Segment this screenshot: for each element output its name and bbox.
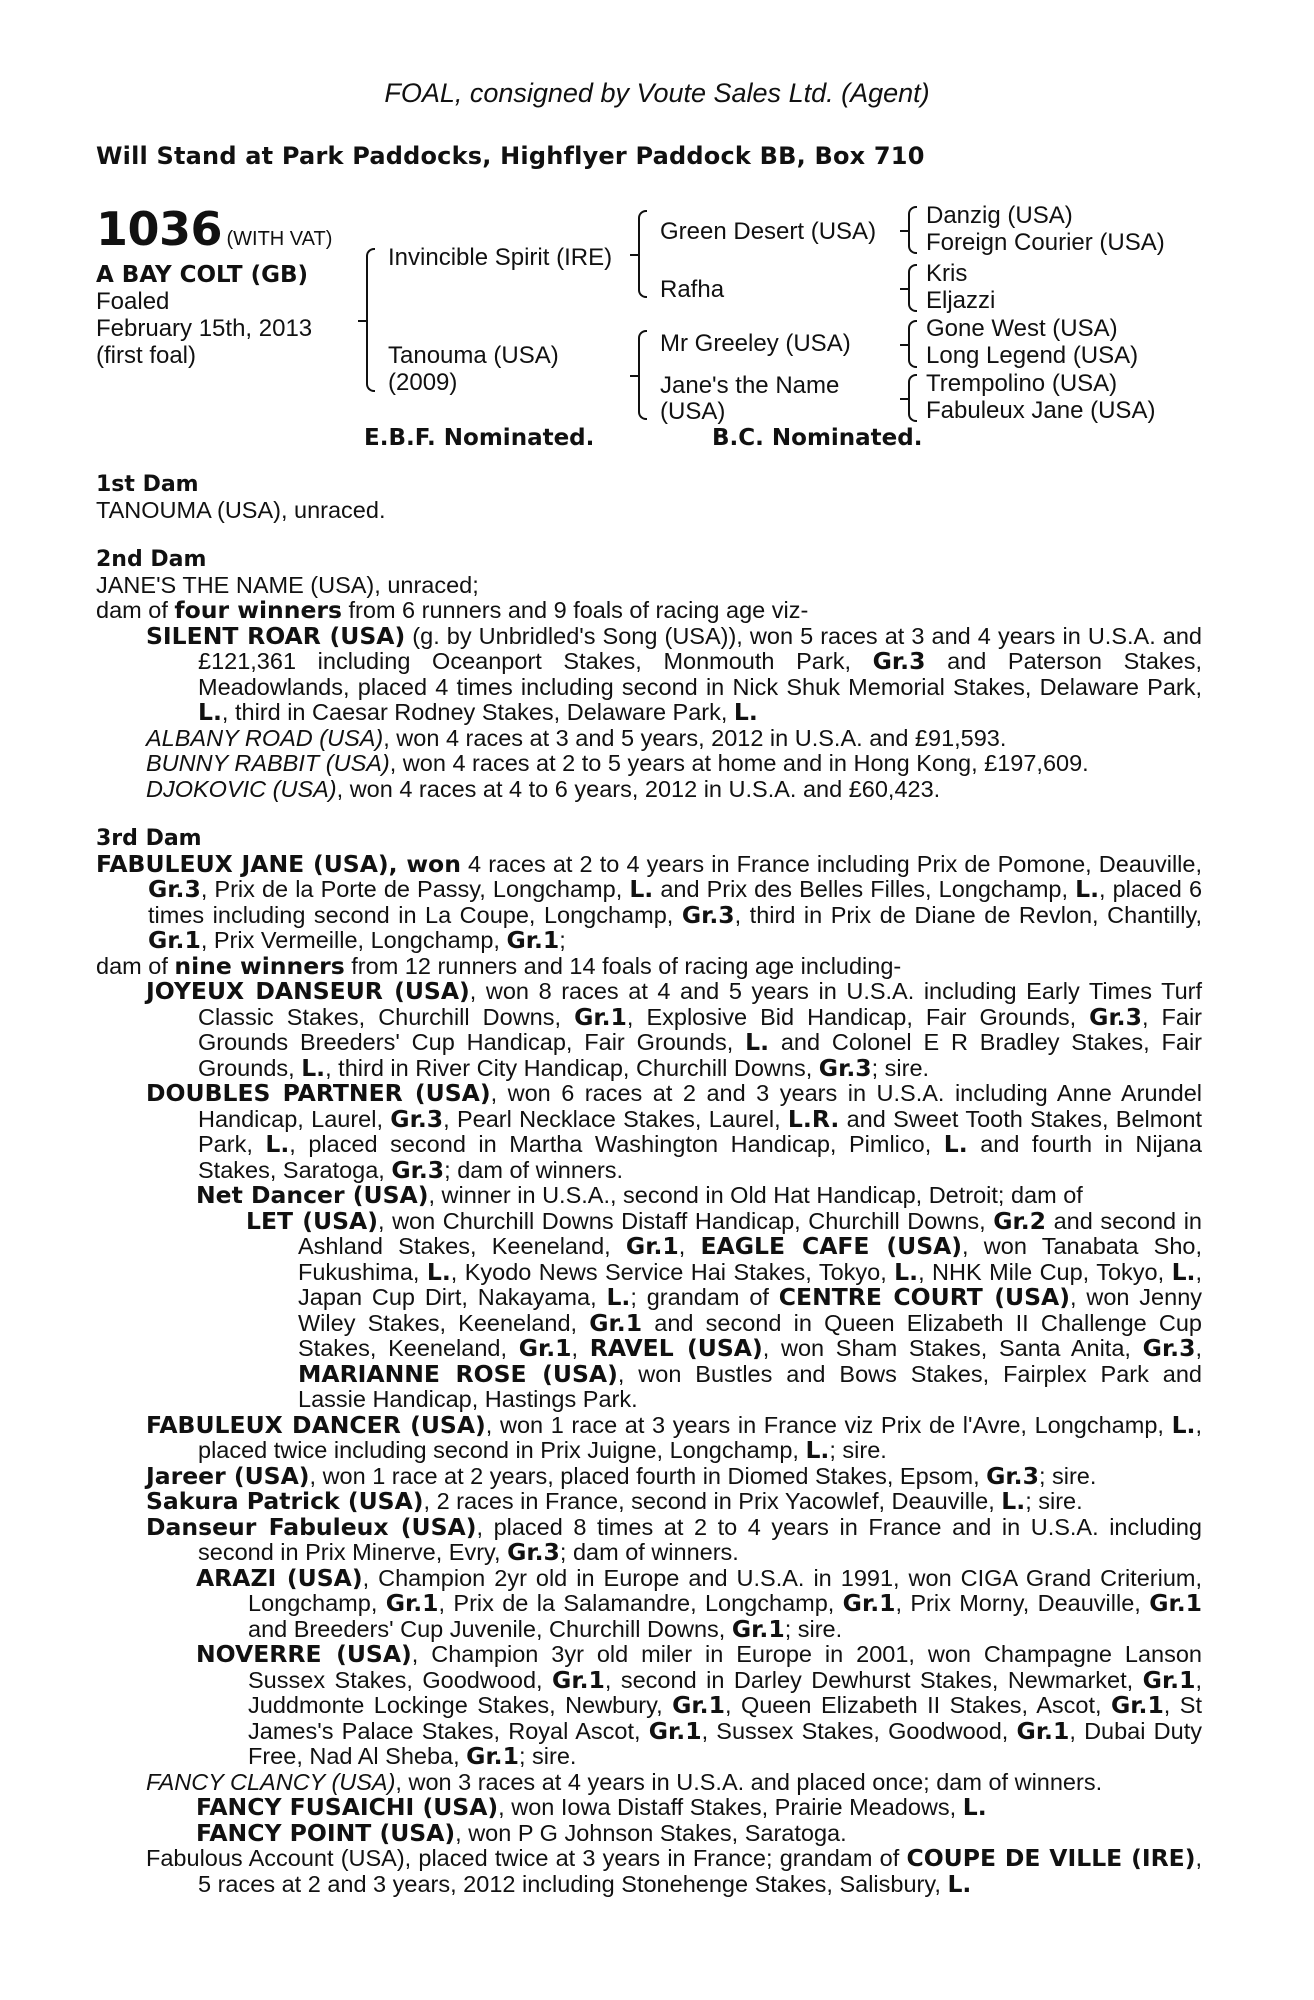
pedigree-ddd: Fabuleux Jane (USA): [926, 397, 1156, 424]
lot-title: A BAY COLT (GB): [96, 262, 309, 288]
pedigree-dam-year: (2009): [388, 369, 458, 396]
produce-record: [96, 472, 1202, 1897]
produce-albany-road: ALBANY ROAD (USA), won 4 races at 3 and 5 years, 2012 in U.S.A. and £91,593.: [146, 724, 1007, 751]
vat-label: (WITH VAT): [226, 228, 333, 250]
produce-fancy-fusaichi: FANCY FUSAICHI (USA), won Iowa Distaff Stakes, Prairie Meadows, L.: [196, 1793, 987, 1821]
pedigree-dsd: Long Legend (USA): [926, 342, 1139, 369]
dam2-heading: 2nd Dam: [96, 547, 207, 572]
pedigree-dds: Trempolino (USA): [926, 370, 1118, 397]
dam1-text: TANOUMA (USA), unraced.: [96, 496, 386, 523]
ebf-nominated: E.B.F. Nominated.: [364, 425, 595, 451]
produce-doubles-partner: DOUBLES PARTNER (USA), won 6 races at 2 and 3 years in U.S.A. including Anne Arundel Handicap, Laurel, Gr.3, Pearl Necklace Stakes, Laurel, L.R. and Sweet Tooth Stakes, Belmont Park, L., placed second in Martha Washington Handicap, Pimlico, L. and fourth in Nijana Stakes, Saratoga, Gr.3; dam of winners.: [146, 1079, 1203, 1184]
pedigree-brace-dam: [638, 330, 647, 420]
produce-djokovic: DJOKOVIC (USA), won 4 races at 4 to 6 years, 2012 in U.S.A. and £60,423.: [146, 775, 941, 802]
produce-danseur-fabuleux: Danseur Fabuleux (USA), placed 8 times at 2 to 4 years in France and in U.S.A. including second in Prix Minerve, Evry, Gr.3; dam of winners.: [146, 1512, 1202, 1566]
pedigree-sss: Danzig (USA): [926, 202, 1073, 229]
produce-fancy-clancy: FANCY CLANCY (USA), won 3 races at 4 years in U.S.A. and placed once; dam of winners.: [146, 1768, 1103, 1795]
produce-arazi: ARAZI (USA), Champion 2yr old in Europe and U.S.A. in 1991, won CIGA Grand Criterium, Longchamp, Gr.1, Prix de la Salamandre, Longchamp, Gr.1, Prix Morny, Deauville, Gr.1 and Breeders' Cup Juvenile, Churchill Downs, Gr.1; sire.: [196, 1563, 1202, 1643]
produce-bunny-rabbit: BUNNY RABBIT (USA), won 4 races at 2 to 5 years at home and in Hong Kong, £197,609.: [146, 750, 1089, 776]
bc-nominated: B.C. Nominated.: [712, 425, 923, 451]
dam2-line1: JANE'S THE NAME (USA), unraced;: [96, 571, 479, 598]
pedigree-brace-main: [366, 248, 375, 392]
produce-let: LET (USA), won Churchill Downs Distaff Handicap, Churchill Downs, Gr.2 and second in Ashland Stakes, Keeneland, Gr.1, EAGLE CAFE (USA), won Tanabata Sho, Fukushima, L., Kyodo News Service Hai Stakes, Tokyo, L., NHK Mile Cup, Tokyo, L., Japan Cup Dirt, Nakayama, L.; grandam of CENTRE COURT (USA), won Jenny Wiley Stakes, Keeneland, Gr.1 and second in Queen Elizabeth II Challenge Cup Stakes, Keeneland, Gr.1, RAVEL (USA), won Sham Stakes, Santa Anita, Gr.3, MARIANNE ROSE (USA), won Bustles and Bows Stakes, Fairplex Park and Lassie Handicap, Hastings Park.: [246, 1206, 1203, 1412]
produce-fancy-point: FANCY POINT (USA), won P G Johnson Stakes, Saratoga.: [196, 1818, 847, 1847]
pedigree-sdd: Eljazzi: [926, 287, 996, 314]
stand-location: Will Stand at Park Paddocks, Highflyer Paddock BB, Box 710: [96, 142, 925, 170]
dam3-fabuleux-jane: FABULEUX JANE (USA), won 4 races at 2 to 4 years in France including Prix de Pomone, Deauville, Gr.3, Prix de la Porte de Passy, Longchamp, L. and Prix des Belles Filles, Longchamp, L., placed 6 times including second in La Coupe, Longchamp, Gr.3, third in Prix de Diane de Revlon, Chantilly, Gr.1, Prix Vermeille, Longchamp, Gr.1;: [96, 849, 1203, 954]
pedigree-brace-sire: [638, 210, 647, 298]
dam2-dam-of: dam of four winners from 6 runners and 9 foals of racing age viz-: [96, 596, 809, 624]
produce-noverre: NOVERRE (USA), Champion 3yr old miler in Europe in 2001, won Champagne Lanson Sussex Stakes, Goodwood, Gr.1, second in Darley Dewhurst Stakes, Newmarket, Gr.1, Juddmonte Lockinge Stakes, Newbury, Gr.1, Queen Elizabeth II Stakes, Ascot, Gr.1, St James's Palace Stakes, Royal Ascot, Gr.1, Sussex Stakes, Goodwood, Gr.1, Dubai Duty Free, Nad Al Sheba, Gr.1; sire.: [196, 1640, 1203, 1770]
dam1-heading: 1st Dam: [96, 472, 199, 497]
pedigree-dam: Tanouma (USA): [388, 342, 559, 369]
dam3-dam-of: dam of nine winners from 12 runners and 14 foals of racing age including-: [96, 951, 902, 980]
produce-net-dancer: Net Dancer (USA), winner in U.S.A., second in Old Hat Handicap, Detroit; dam of: [196, 1181, 1083, 1209]
pedigree-sire-dam: Rafha: [660, 276, 725, 303]
produce-fabulous-account: Fabulous Account (USA), placed twice at 3 years in France; grandam of COUPE DE VILLE (IRE), 5 races at 2 and 3 years, 2012 including Stonehenge Stakes, Salisbury, L.: [146, 1844, 1202, 1898]
produce-jareer: Jareer (USA), won 1 race at 2 years, placed fourth in Diomed Stakes, Epsom, Gr.3; sire.: [146, 1461, 1097, 1490]
pedigree-brace-dd: [908, 374, 917, 422]
pedigree-brace-sd: [908, 264, 917, 312]
pedigree-sire-sire: Green Desert (USA): [660, 218, 877, 245]
dam3-heading: 3rd Dam: [96, 826, 202, 851]
pedigree-sds: Kris: [926, 260, 968, 287]
produce-joyeux-danseur: JOYEUX DANSEUR (USA), won 8 races at 4 and 5 years in U.S.A. including Early Times Turf Classic Stakes, Churchill Downs, Gr.1, Explosive Bid Handicap, Fair Grounds, Gr.3, Fair Grounds Breeders' Cup Handicap, Fair Grounds, L. and Colonel E R Bradley Stakes, Fair Grounds, L., third in River City Handicap, Churchill Downs, Gr.3; sire.: [146, 977, 1203, 1082]
pedigree-dam-sire: Mr Greeley (USA): [660, 330, 851, 357]
produce-silent-roar: SILENT ROAR (USA) (g. by Unbridled's Song (USA)), won 5 races at 3 and 4 years in U.S.A. and £121,361 including Oceanport Stakes, Monmouth Park, Gr.3 and Paterson Stakes, Meadowlands, placed 4 times including second in Nick Shuk Memorial Stakes, Delaware Park, L., third in Caesar Rodney Stakes, Delaware Park, L.: [146, 621, 1203, 726]
produce-fabuleux-dancer: FABULEUX DANCER (USA), won 1 race at 3 years in France viz Prix de l'Avre, Longchamp, L., placed twice including second in Prix Juigne, Longchamp, L.; sire.: [146, 1410, 1203, 1464]
pedigree-dam-dam-suffix: (USA): [660, 398, 726, 425]
pedigree-dam-dam: Jane's the Name: [660, 372, 840, 399]
first-foal-note: (first foal): [96, 342, 197, 369]
pedigree-brace-ss: [908, 206, 917, 254]
pedigree-brace-ds: [908, 320, 917, 368]
foaled-label: Foaled: [96, 288, 170, 315]
pedigree-ssd: Foreign Courier (USA): [926, 229, 1165, 256]
foaled-date: February 15th, 2013: [96, 315, 313, 342]
pedigree-dss: Gone West (USA): [926, 315, 1118, 342]
lot-number-line: [96, 202, 332, 256]
consignment-line: FOAL, consigned by Voute Sales Ltd. (Agent): [384, 78, 930, 108]
lot-number: 1036: [96, 202, 223, 256]
produce-sakura-patrick: Sakura Patrick (USA), 2 races in France, second in Prix Yacowlef, Deauville, L.; sire.: [146, 1487, 1083, 1515]
pedigree-sire: Invincible Spirit (IRE): [388, 244, 613, 271]
